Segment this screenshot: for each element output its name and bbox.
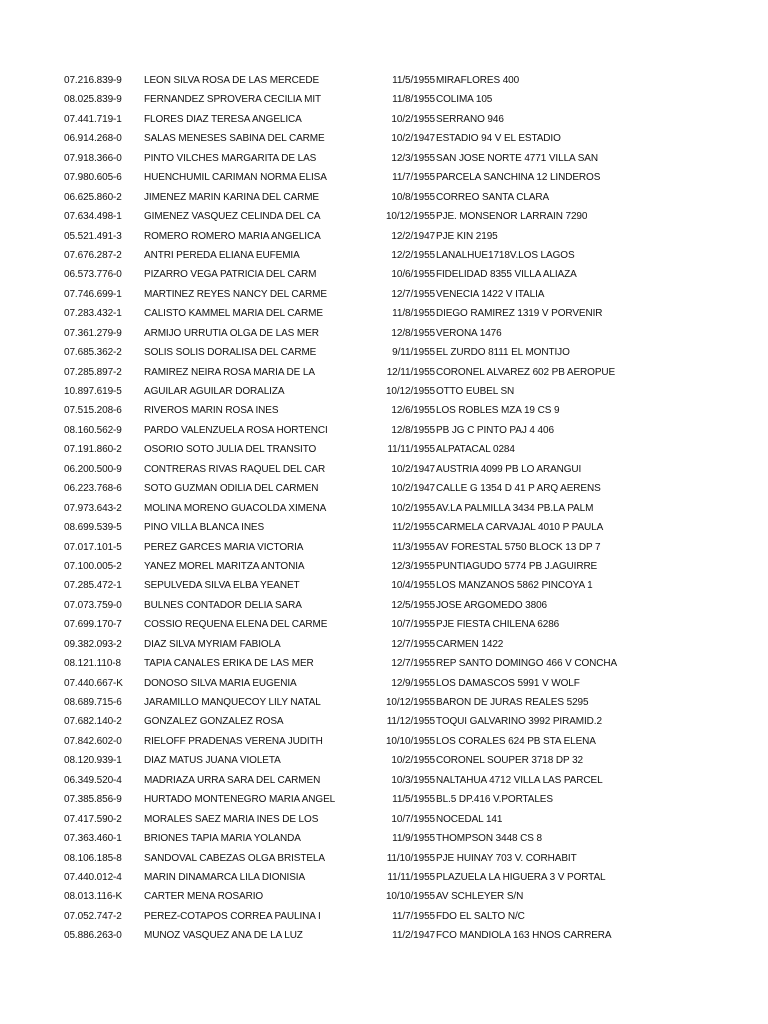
record-row bbox=[0, 907, 768, 926]
record-date: 10/2/1947 bbox=[391, 463, 435, 475]
record-address: EL ZURDO 8111 EL MONTIJO bbox=[436, 347, 570, 359]
record-address: JOSE ARGOMEDO 3806 bbox=[436, 599, 548, 611]
record-rut: 08.106.185-8 bbox=[64, 852, 122, 864]
record-address: AV.LA PALMILLA 3434 PB.LA PALM bbox=[436, 502, 594, 514]
record-name: YANEZ MOREL MARITZA ANTONIA bbox=[144, 560, 305, 572]
record-rut: 08.120.939-1 bbox=[64, 755, 122, 767]
record-row bbox=[0, 71, 768, 90]
record-name: BRIONES TAPIA MARIA YOLANDA bbox=[144, 833, 301, 845]
record-date: 10/2/1955 bbox=[391, 755, 435, 767]
record-date: 12/11/1955 bbox=[386, 366, 435, 378]
record-rut: 07.682.140-2 bbox=[64, 716, 122, 728]
record-date: 12/8/1955 bbox=[391, 424, 435, 436]
record-rut: 10.897.619-5 bbox=[64, 386, 122, 397]
record-name: PINTO VILCHES MARGARITA DE LAS bbox=[144, 152, 317, 164]
record-address: TOQUI GALVARINO 3992 PIRAMID.2 bbox=[436, 716, 602, 728]
record-name: OSORIO SOTO JULIA DEL TRANSITO bbox=[144, 444, 317, 456]
record-row bbox=[0, 596, 768, 615]
record-row bbox=[0, 363, 768, 382]
record-address: NALTAHUA 4712 VILLA LAS PARCEL bbox=[436, 774, 603, 786]
record-row bbox=[0, 401, 768, 420]
record-row bbox=[0, 188, 768, 207]
record-rut: 08.699.539-5 bbox=[64, 522, 122, 534]
record-name: RAMIREZ NEIRA ROSA MARIA DE LA bbox=[144, 366, 315, 378]
record-row bbox=[0, 129, 768, 148]
record-date: 12/6/1955 bbox=[391, 405, 435, 417]
record-name: DONOSO SILVA MARIA EUGENIA bbox=[144, 677, 297, 689]
record-date: 10/6/1955 bbox=[391, 269, 435, 281]
record-row bbox=[0, 538, 768, 557]
record-rut: 07.017.101-5 bbox=[64, 541, 122, 553]
record-address: FDO EL SALTO N/C bbox=[436, 910, 525, 922]
record-rut: 07.073.759-0 bbox=[64, 599, 122, 611]
record-address: PUNTIAGUDO 5774 PB J.AGUIRRE bbox=[436, 560, 598, 572]
record-row bbox=[0, 440, 768, 459]
record-rut: 07.634.498-1 bbox=[64, 211, 122, 223]
record-rut: 07.283.432-1 bbox=[64, 308, 122, 320]
record-date: 10/2/1947 bbox=[391, 483, 435, 495]
record-date: 12/3/1955 bbox=[391, 152, 435, 164]
record-date: 11/5/1955 bbox=[392, 794, 435, 806]
record-address: DIEGO RAMIREZ 1319 V PORVENIR bbox=[436, 308, 603, 320]
record-date: 12/7/1955 bbox=[391, 638, 435, 650]
record-date: 12/7/1955 bbox=[391, 658, 435, 670]
record-date: 11/11/1955 bbox=[387, 871, 435, 883]
record-date: 10/10/1955 bbox=[385, 891, 435, 903]
record-rut: 07.973.643-2 bbox=[64, 502, 122, 514]
record-name: RIELOFF PRADENAS VERENA JUDITH bbox=[144, 735, 323, 747]
record-name: RIVEROS MARIN ROSA INES bbox=[144, 405, 279, 417]
record-date: 11/11/1955 bbox=[387, 444, 435, 456]
record-rut: 09.382.093-2 bbox=[64, 638, 122, 650]
record-rut: 07.285.472-1 bbox=[64, 580, 122, 592]
record-row bbox=[0, 479, 768, 498]
record-name: ARMIJO URRUTIA OLGA DE LAS MER bbox=[144, 327, 319, 339]
record-address: THOMPSON 3448 CS 8 bbox=[436, 833, 543, 845]
record-row bbox=[0, 149, 768, 168]
record-address: LANALHUE1718V.LOS LAGOS bbox=[436, 249, 575, 261]
record-date: 11/7/1955 bbox=[392, 172, 435, 184]
record-address: BARON DE JURAS REALES 5295 bbox=[436, 697, 589, 708]
record-address: CORREO SANTA CLARA bbox=[436, 191, 550, 203]
record-row bbox=[0, 557, 768, 576]
record-name: MOLINA MORENO GUACOLDA XIMENA bbox=[144, 502, 327, 514]
record-name: SEPULVEDA SILVA ELBA YEANET bbox=[144, 580, 300, 592]
record-row bbox=[0, 460, 768, 479]
record-rut: 07.191.860-2 bbox=[64, 444, 122, 456]
record-name: LEON SILVA ROSA DE LAS MERCEDE bbox=[144, 75, 320, 86]
record-row bbox=[0, 926, 768, 945]
record-row bbox=[0, 421, 768, 440]
record-name: CALISTO KAMMEL MARIA DEL CARME bbox=[144, 308, 323, 320]
record-name: CONTRERAS RIVAS RAQUEL DEL CAR bbox=[144, 463, 326, 475]
record-name: SANDOVAL CABEZAS OLGA BRISTELA bbox=[144, 852, 325, 864]
record-rut: 07.216.839-9 bbox=[64, 75, 122, 86]
record-row bbox=[0, 499, 768, 518]
record-address: PARCELA SANCHINA 12 LINDEROS bbox=[436, 172, 601, 184]
record-date: 11/2/1947 bbox=[392, 930, 435, 942]
record-address: COLIMA 105 bbox=[436, 94, 493, 106]
record-rut: 07.052.747-2 bbox=[64, 910, 122, 922]
record-name: JIMENEZ MARIN KARINA DEL CARME bbox=[144, 191, 319, 203]
record-rut: 06.914.268-0 bbox=[64, 133, 122, 145]
record-address: AV FORESTAL 5750 BLOCK 13 DP 7 bbox=[436, 541, 601, 553]
record-name: JARAMILLO MANQUECOY LILY NATAL bbox=[144, 697, 321, 708]
record-date: 10/2/1955 bbox=[391, 502, 435, 514]
record-rut: 06.223.768-6 bbox=[64, 483, 122, 495]
record-date: 10/8/1955 bbox=[391, 191, 435, 203]
record-date: 12/2/1947 bbox=[391, 230, 435, 242]
record-row bbox=[0, 90, 768, 109]
record-name: MUNOZ VASQUEZ ANA DE LA LUZ bbox=[144, 930, 303, 942]
record-name: MADRIAZA URRA SARA DEL CARMEN bbox=[144, 774, 321, 786]
record-address: LOS MANZANOS 5862 PINCOYA 1 bbox=[436, 580, 593, 592]
record-address: SERRANO 946 bbox=[436, 113, 504, 125]
record-date: 10/7/1955 bbox=[391, 619, 435, 631]
record-name: FLORES DIAZ TERESA ANGELICA bbox=[144, 113, 302, 125]
record-row bbox=[0, 285, 768, 304]
record-rut: 06.625.860-2 bbox=[64, 191, 122, 203]
record-row bbox=[0, 887, 768, 906]
record-rut: 07.842.602-0 bbox=[64, 735, 122, 747]
record-date: 12/5/1955 bbox=[391, 599, 435, 611]
record-date: 10/12/1955 bbox=[385, 697, 435, 708]
record-rut: 07.417.590-2 bbox=[64, 813, 122, 825]
record-row bbox=[0, 829, 768, 848]
record-rut: 07.699.170-7 bbox=[64, 619, 122, 631]
record-date: 10/2/1947 bbox=[391, 133, 435, 145]
record-date: 10/10/1955 bbox=[385, 735, 435, 747]
record-address: LOS CORALES 624 PB STA ELENA bbox=[436, 735, 596, 747]
record-address: VENECIA 1422 V ITALIA bbox=[436, 288, 545, 300]
record-row bbox=[0, 304, 768, 323]
record-name: GIMENEZ VASQUEZ CELINDA DEL CA bbox=[144, 211, 321, 223]
record-date: 10/7/1955 bbox=[391, 813, 435, 825]
record-name: SALAS MENESES SABINA DEL CARME bbox=[144, 133, 325, 145]
record-row bbox=[0, 712, 768, 731]
record-list bbox=[0, 71, 768, 946]
record-rut: 08.121.110-8 bbox=[64, 658, 121, 670]
record-name: BULNES CONTADOR DELIA SARA bbox=[144, 599, 302, 611]
record-row bbox=[0, 343, 768, 362]
record-row bbox=[0, 227, 768, 246]
record-date: 11/10/1955 bbox=[386, 852, 435, 864]
record-row bbox=[0, 168, 768, 187]
record-address: CORONEL SOUPER 3718 DP 32 bbox=[436, 755, 584, 767]
record-date: 11/12/1955 bbox=[386, 716, 435, 728]
record-date: 12/7/1955 bbox=[391, 288, 435, 300]
record-date: 10/2/1955 bbox=[391, 113, 435, 125]
record-address: PJE. MONSENOR LARRAIN 7290 bbox=[436, 211, 588, 223]
record-row bbox=[0, 246, 768, 265]
record-address: ALPATACAL 0284 bbox=[436, 444, 515, 456]
record-rut: 06.349.520-4 bbox=[64, 774, 122, 786]
record-name: MARIN DINAMARCA LILA DIONISIA bbox=[144, 871, 306, 883]
record-rut: 06.200.500-9 bbox=[64, 463, 122, 475]
record-row bbox=[0, 732, 768, 751]
record-date: 10/12/1955 bbox=[385, 211, 435, 223]
record-date: 12/8/1955 bbox=[391, 327, 435, 339]
record-name: PARDO VALENZUELA ROSA HORTENCI bbox=[144, 424, 328, 436]
record-date: 12/3/1955 bbox=[391, 560, 435, 572]
record-date: 11/2/1955 bbox=[392, 522, 435, 534]
record-date: 11/9/1955 bbox=[392, 833, 435, 845]
record-date: 11/8/1955 bbox=[392, 94, 435, 106]
record-address: SAN JOSE NORTE 4771 VILLA SAN bbox=[436, 152, 598, 164]
record-name: PEREZ GARCES MARIA VICTORIA bbox=[144, 541, 304, 553]
record-name: FERNANDEZ SPROVERA CECILIA MIT bbox=[144, 94, 322, 106]
record-address: BL.5 DP.416 V.PORTALES bbox=[436, 794, 553, 806]
record-rut: 07.100.005-2 bbox=[64, 560, 122, 572]
record-row bbox=[0, 693, 768, 712]
record-row bbox=[0, 790, 768, 809]
record-rut: 07.385.856-9 bbox=[64, 794, 122, 806]
record-date: 10/12/1955 bbox=[385, 386, 435, 397]
record-rut: 07.980.605-6 bbox=[64, 172, 122, 184]
record-rut: 08.013.116-K bbox=[64, 891, 123, 903]
record-date: 11/8/1955 bbox=[392, 308, 435, 320]
record-name: COSSIO REQUENA ELENA DEL CARME bbox=[144, 619, 328, 631]
record-address: VERONA 1476 bbox=[436, 327, 502, 339]
record-address: PJE HUINAY 703 V. CORHABIT bbox=[436, 852, 577, 864]
record-name: TAPIA CANALES ERIKA DE LAS MER bbox=[144, 658, 314, 670]
record-row bbox=[0, 635, 768, 654]
record-name: ROMERO ROMERO MARIA ANGELICA bbox=[144, 230, 321, 242]
record-rut: 08.160.562-9 bbox=[64, 424, 122, 436]
record-rut: 07.285.897-2 bbox=[64, 366, 122, 378]
record-name: CARTER MENA ROSARIO bbox=[144, 891, 264, 903]
record-address: OTTO EUBEL SN bbox=[436, 386, 515, 397]
record-address: LOS DAMASCOS 5991 V WOLF bbox=[436, 677, 580, 689]
record-address: PB JG C PINTO PAJ 4 406 bbox=[436, 424, 554, 436]
record-name: PEREZ-COTAPOS CORREA PAULINA I bbox=[144, 910, 321, 922]
record-row bbox=[0, 674, 768, 693]
record-rut: 07.676.287-2 bbox=[64, 249, 122, 261]
record-name: MARTINEZ REYES NANCY DEL CARME bbox=[144, 288, 327, 300]
record-date: 10/4/1955 bbox=[391, 580, 435, 592]
record-address: AV SCHLEYER S/N bbox=[436, 891, 524, 903]
record-name: PINO VILLA BLANCA INES bbox=[144, 522, 265, 534]
record-row bbox=[0, 849, 768, 868]
record-address: NOCEDAL 141 bbox=[436, 813, 503, 825]
record-rut: 07.918.366-0 bbox=[64, 152, 122, 164]
record-name: GONZALEZ GONZALEZ ROSA bbox=[144, 716, 284, 728]
record-rut: 07.515.208-6 bbox=[64, 405, 122, 417]
record-date: 11/3/1955 bbox=[392, 541, 435, 553]
record-name: SOLIS SOLIS DORALISA DEL CARME bbox=[144, 347, 317, 359]
record-rut: 08.689.715-6 bbox=[64, 697, 122, 708]
record-name: AGUILAR AGUILAR DORALIZA bbox=[144, 386, 285, 397]
record-address: PLAZUELA LA HIGUERA 3 V PORTAL bbox=[436, 871, 606, 883]
record-rut: 07.441.719-1 bbox=[64, 113, 122, 125]
record-row bbox=[0, 518, 768, 537]
record-rut: 07.440.667-K bbox=[64, 677, 123, 689]
record-address: AUSTRIA 4099 PB LO ARANGUI bbox=[436, 463, 582, 475]
record-address: FCO MANDIOLA 163 HNOS CARRERA bbox=[436, 930, 612, 942]
record-row bbox=[0, 265, 768, 284]
record-rut: 07.361.279-9 bbox=[64, 327, 122, 339]
record-rut: 07.363.460-1 bbox=[64, 833, 122, 845]
record-row bbox=[0, 751, 768, 770]
record-rut: 07.746.699-1 bbox=[64, 288, 122, 300]
record-address: CARMEN 1422 bbox=[436, 638, 504, 650]
record-date: 11/5/1955 bbox=[392, 75, 435, 86]
record-name: PIZARRO VEGA PATRICIA DEL CARM bbox=[144, 269, 317, 281]
record-address: PJE FIESTA CHILENA 6286 bbox=[436, 619, 560, 631]
record-rut: 07.440.012-4 bbox=[64, 871, 122, 883]
record-name: HUENCHUMIL CARIMAN NORMA ELISA bbox=[144, 172, 327, 184]
record-address: LOS ROBLES MZA 19 CS 9 bbox=[436, 405, 560, 417]
record-row bbox=[0, 654, 768, 673]
record-address: FIDELIDAD 8355 VILLA ALIAZA bbox=[436, 269, 577, 281]
record-address: CARMELA CARVAJAL 4010 P PAULA bbox=[436, 522, 604, 534]
record-address: CALLE G 1354 D 41 P ARQ AERENS bbox=[436, 483, 601, 495]
record-row bbox=[0, 382, 768, 401]
record-rut: 06.573.776-0 bbox=[64, 269, 122, 281]
record-date: 12/2/1955 bbox=[391, 249, 435, 261]
record-rut: 05.886.263-0 bbox=[64, 930, 122, 942]
record-address: CORONEL ALVAREZ 602 PB AEROPUE bbox=[436, 366, 616, 378]
record-row bbox=[0, 868, 768, 887]
record-row bbox=[0, 615, 768, 634]
record-name: ANTRI PEREDA ELIANA EUFEMIA bbox=[144, 249, 300, 261]
record-address: MIRAFLORES 400 bbox=[436, 75, 520, 86]
record-date: 12/9/1955 bbox=[391, 677, 435, 689]
record-rut: 07.685.362-2 bbox=[64, 347, 122, 359]
record-rut: 05.521.491-3 bbox=[64, 230, 122, 242]
record-date: 9/11/1955 bbox=[392, 347, 435, 359]
record-address: PJE KIN 2195 bbox=[436, 230, 498, 242]
record-row bbox=[0, 207, 768, 226]
record-name: DIAZ MATUS JUANA VIOLETA bbox=[144, 755, 281, 767]
record-address: ESTADIO 94 V EL ESTADIO bbox=[436, 133, 561, 145]
record-name: DIAZ SILVA MYRIAM FABIOLA bbox=[144, 638, 281, 650]
record-row bbox=[0, 810, 768, 829]
record-rut: 08.025.839-9 bbox=[64, 94, 122, 106]
record-row bbox=[0, 771, 768, 790]
record-name: HURTADO MONTENEGRO MARIA ANGEL bbox=[144, 794, 336, 806]
record-row bbox=[0, 110, 768, 129]
record-name: SOTO GUZMAN ODILIA DEL CARMEN bbox=[144, 483, 319, 495]
record-name: MORALES SAEZ MARIA INES DE LOS bbox=[144, 813, 319, 825]
record-date: 10/3/1955 bbox=[391, 774, 435, 786]
record-date: 11/7/1955 bbox=[392, 910, 435, 922]
record-address: REP SANTO DOMINGO 466 V CONCHA bbox=[436, 658, 618, 670]
record-row bbox=[0, 576, 768, 595]
record-row bbox=[0, 324, 768, 343]
